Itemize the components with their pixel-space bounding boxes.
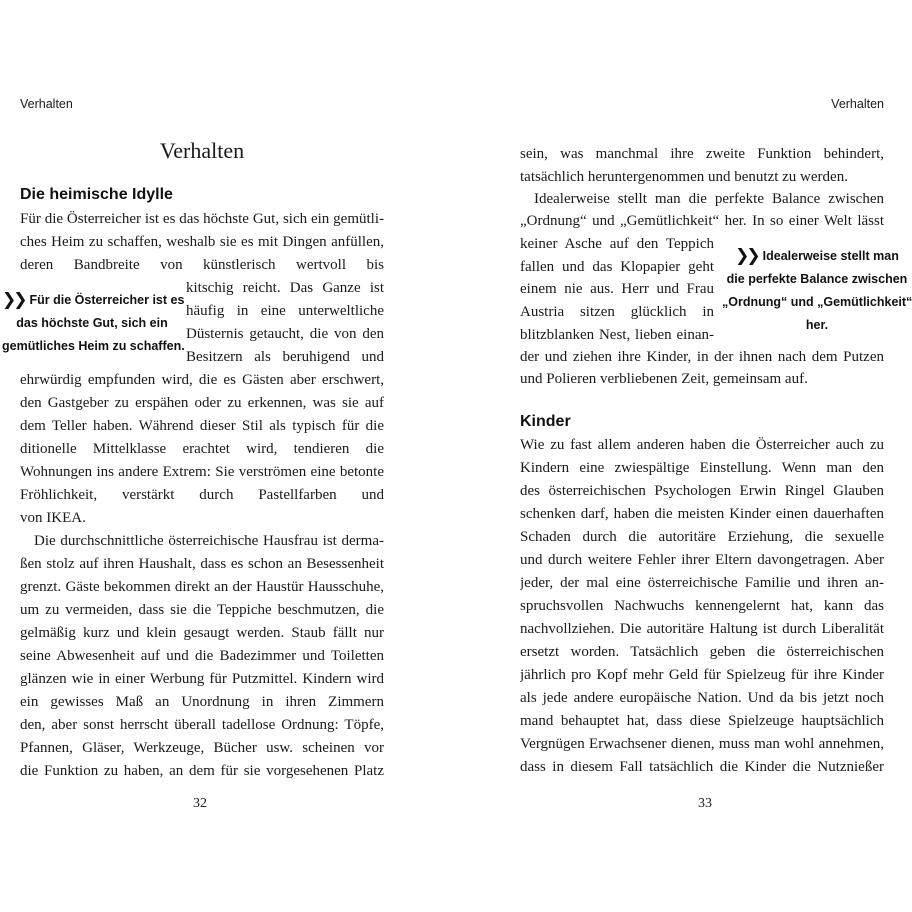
text-line: Pfannen, Gläser, Werkzeuge, Bücher usw. scheinen vor [20,740,384,756]
text-line: sein, was manchmal ihre zweite Funktion behindert, [520,146,884,162]
pull-quote-line: „Ordnung“ und „Gemütlichkeit“ [722,295,912,309]
text-line: mand behauptet hat, dass diese Spielzeuge hauptsächlich [520,713,884,729]
text-line: einem nie aus. Herr und Frau [520,281,714,297]
text-line: deren Bandbreite von künstlerisch wertvoll bis [20,257,384,273]
text-line: des österreichischen Psychologen Erwin Ringel Glauben [520,483,884,499]
text-line: Die durchschnittliche österreichische Hausfrau ist derma- [34,533,384,549]
text-line: glänzen wie in einer Werbung für Putzmittel. Kindern wird [20,671,384,687]
text-line: Für die Österreicher ist es das höchste Gut, sich ein gemütli- [20,211,384,227]
text-line: Fröhlichkeit, verstärkt durch Pastellfarben und [20,487,384,503]
text-line: gelmäßig kurz und klein gesaugt werden. Staub fällt nur [20,625,384,641]
text-line: und durch weitere Fehler ihrer Eltern davongetragen. Aber [520,552,884,568]
page-number: 32 [193,796,207,811]
pull-quote-line: gemütliches Heim zu schaffen. [2,339,185,353]
text-line: ersetzt worden. Tatsächlich geben die österreichischen [520,644,884,660]
text-line: schenken darf, haben die meisten Kinder einen dauerhaften [520,506,884,522]
text-line: blitzblanken Nest, lieben einan- [520,327,714,343]
text-line: „Ordnung“ und „Gemütlichkeit“ her. In so einer Welt lässt [520,213,884,229]
text-line: dass in diesem Fall tatsächlich die Kinder die Nutznießer [520,759,884,775]
text-line: und Polieren verbliebenen Zeit, gemeinsam auf. [520,371,808,387]
pull-quote [2,288,185,358]
text-line: dem Teller haben. Während dieser Stil als typisch für die [20,418,384,434]
text-line: grenzt. Gäste bekommen direkt an der Haustür Hausschuhe, [20,579,384,595]
running-head: Verhalten [20,97,73,111]
text-line: Vergnügen Erwachsener dienen, muss man wohl annehmen, [520,736,884,752]
text-line: Wohnungen ins andere Extrem: Sie verströmen eine betonte [20,464,384,480]
section-title: Kinder [520,413,571,430]
text-line: der und ziehen ihre Kinder, in der ihnen nach dem Putzen [520,349,884,365]
text-line: keiner Asche auf den Teppich [520,236,714,252]
right-page [456,0,912,912]
pull-quote [722,244,912,337]
text-line: die Funktion zu haben, an dem für sie vorgesehenen Platz [20,763,384,779]
section-title: Die heimische Idylle [20,186,173,203]
text-line: ches Heim zu schaffen, weshalb sie es mit Dingen anfüllen, [20,234,384,250]
text-line: ditionelle Mittelklasse erachtet wird, tendieren die [20,441,384,457]
double-chevron-icon: ❯❯ [2,290,25,309]
text-line: kitschig reicht. Das Ganze ist [186,280,384,296]
pull-quote-line: Für die Österreicher ist es [29,293,185,307]
pull-quote-line: das höchste Gut, sich ein [16,316,168,330]
text-line: jeder, der mal eine österreichische Familie und ihren an- [520,575,884,591]
text-line: Idealerweise stellt man die perfekte Balance zwischen [534,191,884,207]
page-number: 33 [698,796,712,811]
text-line: Kindern eine zwiespältige Einstellung. Wenn man den [520,460,884,476]
text-line: den, aber sonst herrscht überall tadellose Ordnung: Töpfe, [20,717,384,733]
text-line: den Gastgeber zu erspähen oder zu erkennen, was sie auf [20,395,384,411]
text-line: häufig in eine unterweltliche [186,303,384,319]
text-line: Düsternis getaucht, die von den [186,326,384,342]
text-line: Austria sitzen glücklich in [520,304,714,320]
text-line: Wie zu fast allem anderen haben die Österreicher auch zu [520,437,884,453]
pull-quote-line: die perfekte Balance zwischen [726,272,908,286]
text-line: tatsächlich heruntergenommen und benutzt zu werden. [520,169,848,185]
text-line: ßen stolz auf ihren Haushalt, dass es schon an Besessenheit [20,556,384,572]
pull-quote-line: Idealerweise stellt man [762,249,899,263]
text-line: Schaden durch die autoritäre Erziehung, die sexuelle [520,529,884,545]
text-line: ehrwürdig empfunden wird, die es Gästen aber erschwert, [20,372,384,388]
text-line: als jede andere europäische Nation. Und da bis jetzt noch [520,690,884,706]
text-line: spruchsvollen Nachwuchs kennengelernt hat, kann das [520,598,884,614]
text-line: fallen und das Klopapier geht [520,259,714,275]
running-head: Verhalten [831,97,884,111]
text-line: jährlich pro Kopf mehr Geld für Spielzeug für ihre Kinder [520,667,884,683]
text-line: von IKEA. [20,510,86,526]
text-line: seine Abwesenheit auf und die Badezimmer und Toiletten [20,648,384,664]
chapter-title: Verhalten [159,138,245,163]
text-line: Besitzern als beruhigend und [186,349,384,365]
text-line: nachvollziehen. Die autoritäre Haltung ist durch Liberalität [520,621,884,637]
text-line: um zu vermeiden, dass sie die Teppiche beschmutzen, die [20,602,384,618]
pull-quote-line: her. [805,318,829,332]
double-chevron-icon: ❯❯ [735,246,758,265]
text-line: ein gewisses Maß an Unordnung in ihren Zimmern [20,694,384,710]
